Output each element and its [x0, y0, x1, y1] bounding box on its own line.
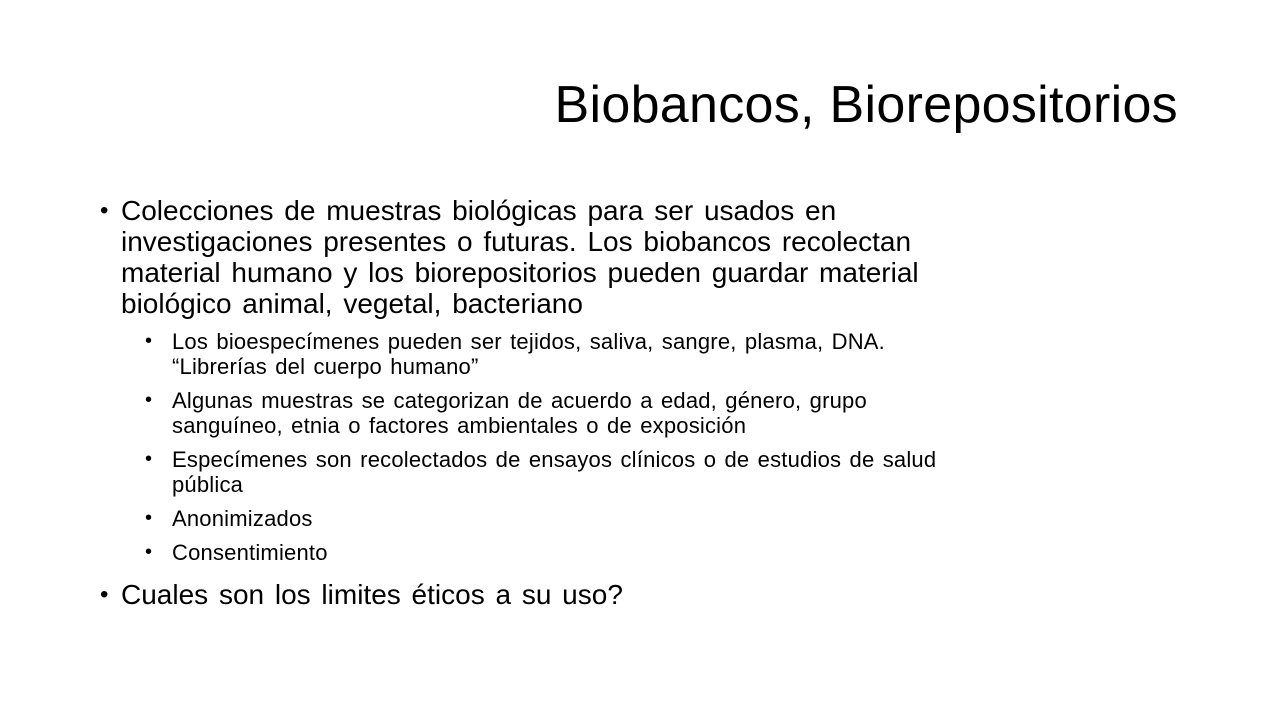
- sub-bullet-text-line: sanguíneo, etnia o factores ambientales o de exposición: [172, 413, 747, 438]
- bullet-text-line: Cuales son los limites éticos a su uso?: [121, 579, 623, 610]
- bullet-text-line: Colecciones de muestras biológicas para ser usados en: [121, 195, 837, 226]
- bullet-text-line: material humano y los biorepositorios pueden guardar material: [121, 257, 919, 288]
- bullet-glyph: •: [100, 581, 109, 608]
- sub-bullet-glyph: •: [145, 389, 153, 411]
- sub-bullet-text-line: Consentimiento: [172, 540, 328, 565]
- sub-bullet-text-line: Anonimizados: [172, 506, 313, 531]
- bullet-item-ethical-limits: [100, 579, 1200, 610]
- bullet-text-line: biológico animal, vegetal, bacteriano: [121, 288, 583, 319]
- bullet-glyph: •: [100, 197, 109, 224]
- sub-bullet-glyph: •: [145, 448, 153, 470]
- sub-bullet-text-line: Especímenes son recolectados de ensayos clínicos o de estudios de salud: [172, 447, 937, 472]
- bullet-item-collections: [100, 195, 1200, 565]
- sub-bullet-glyph: •: [145, 541, 153, 563]
- sub-bullet-glyph: •: [145, 507, 153, 529]
- sub-bullet-list: [145, 329, 1200, 565]
- sub-bullet-item-consent: [145, 540, 1200, 565]
- bullet-text-line: investigaciones presentes o futuras. Los biobancos recolectan: [121, 226, 912, 257]
- sub-bullet-text-line: “Librerías del cuerpo humano”: [172, 354, 479, 379]
- sub-bullet-item-anonymized: [145, 506, 1200, 531]
- sub-bullet-glyph: •: [145, 330, 153, 352]
- sub-bullet-text-line: Algunas muestras se categorizan de acuerdo a edad, género, grupo: [172, 388, 867, 413]
- bullet-list: [100, 195, 1200, 610]
- sub-bullet-item-biospecimens: [145, 329, 1200, 379]
- sub-bullet-text-line: pública: [172, 472, 244, 497]
- sub-bullet-item-categories: [145, 388, 1200, 438]
- sub-bullet-text-line: Los bioespecímenes pueden ser tejidos, saliva, sangre, plasma, DNA.: [172, 329, 885, 354]
- slide-title: Biobancos, Biorepositorios: [554, 76, 1178, 134]
- sub-bullet-item-collected: [145, 447, 1200, 497]
